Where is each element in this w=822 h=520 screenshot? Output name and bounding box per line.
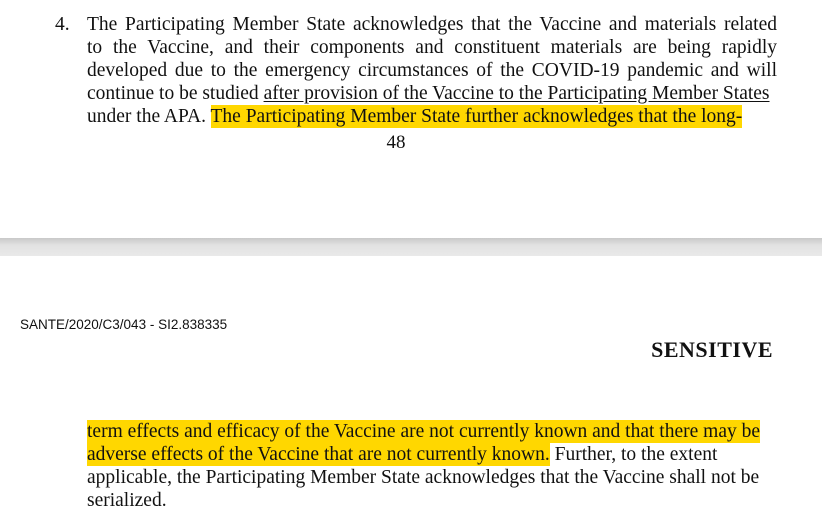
page-separator (0, 238, 822, 256)
paragraph-line (87, 443, 777, 466)
paragraph-4-part1 (87, 13, 777, 128)
paragraph-line: to the Vaccine, and their components and constituent materials are being rapidly (87, 37, 777, 58)
paragraph-text: Further, to the extent (549, 444, 718, 465)
page-number: 48 (386, 132, 406, 153)
paragraph-line (87, 82, 777, 105)
paragraph-number: 4. (55, 14, 70, 35)
paragraph-line: serialized. (87, 490, 167, 511)
classification-label: SENSITIVE (651, 337, 773, 362)
underlined-text: after provision of the Vaccine to the Participating Member States (263, 83, 770, 104)
paragraph-text: continue to be studied (87, 83, 264, 104)
highlighted-text: adverse effects of the Vaccine that are not currently known. (87, 444, 550, 465)
paragraph-line: applicable, the Participating Member State acknowledges that the Vaccine shall not be (87, 467, 760, 488)
paragraph-text: under the APA. (87, 106, 211, 127)
paragraph-4-part2 (87, 420, 777, 512)
paragraph-line: developed due to the emergency circumstances of the COVID-19 pandemic and will (87, 60, 777, 81)
highlighted-text: The Participating Member State further acknowledges that the long- (210, 106, 743, 127)
highlighted-text: term effects and efficacy of the Vaccine are not currently known and that there may be (87, 421, 760, 442)
paragraph-line: The Participating Member State acknowledges that the Vaccine and materials related (87, 14, 777, 35)
paragraph-line (87, 420, 777, 443)
document-reference: SANTE/2020/C3/043 - SI2.838335 (20, 317, 228, 332)
paragraph-line (87, 105, 777, 128)
